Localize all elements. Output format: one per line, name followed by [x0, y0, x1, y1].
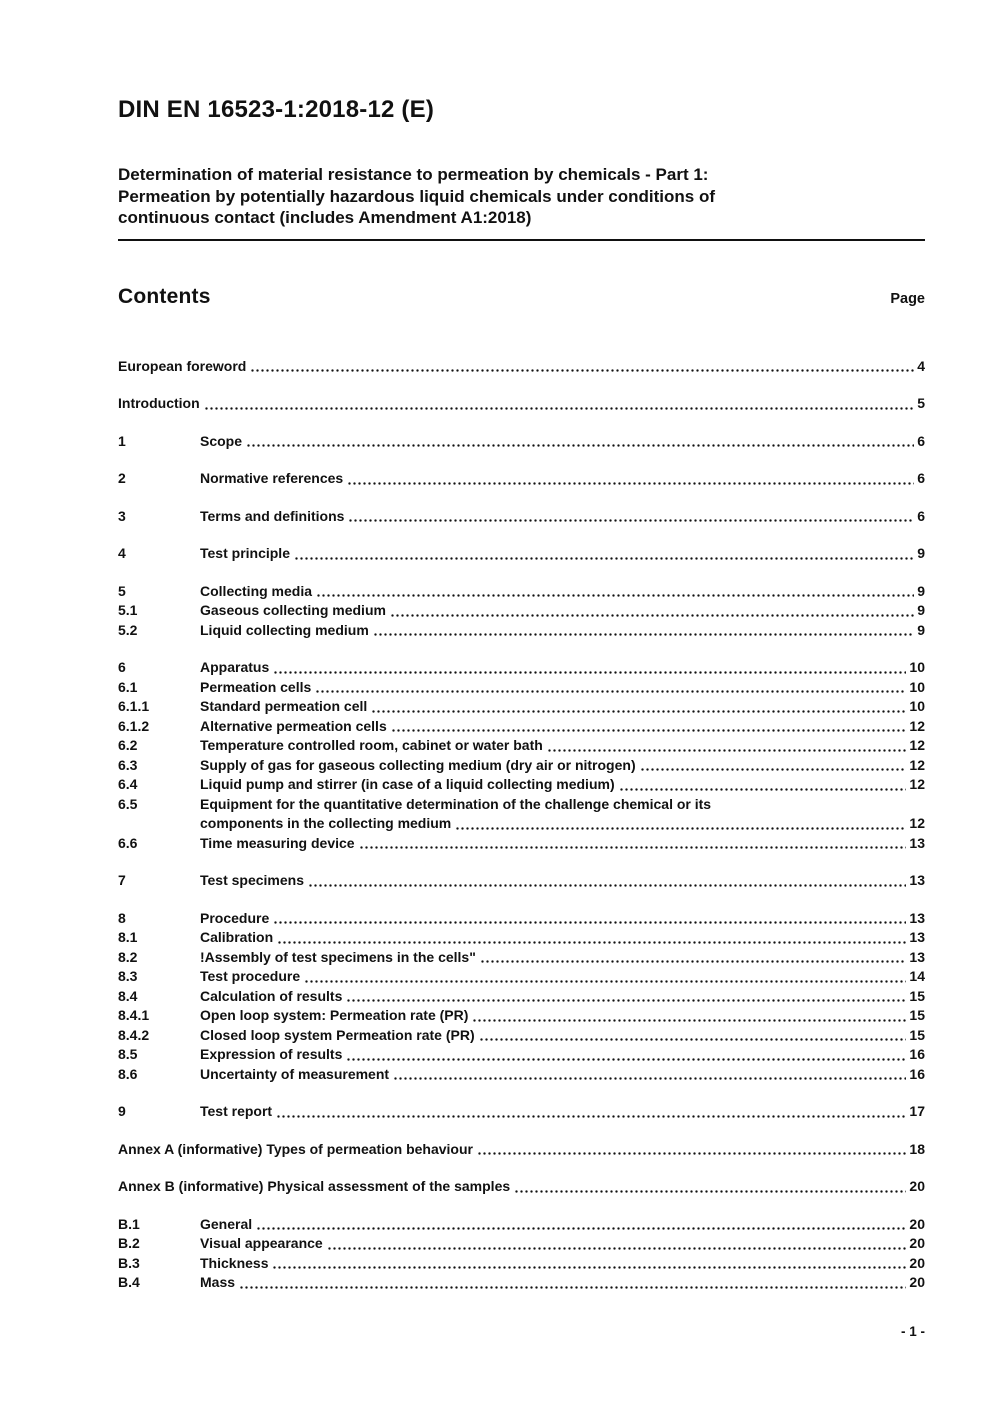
toc-leader-dots	[204, 406, 915, 411]
toc-entry-page: 12	[909, 756, 925, 773]
toc-entry-number: 4	[118, 545, 126, 561]
toc-entry	[118, 909, 925, 929]
toc-leader-dots	[371, 709, 906, 714]
toc-leader-dots	[480, 959, 907, 964]
toc-entry-number: 6.1	[118, 678, 138, 695]
toc-entry-page: 4	[917, 357, 925, 374]
toc-entry-title: General	[200, 1215, 253, 1232]
toc-leader-dots	[316, 593, 914, 598]
toc-entry	[118, 544, 925, 564]
toc-entry-page: 6	[917, 432, 925, 449]
toc-entry	[118, 1140, 925, 1160]
toc-entry-number: 6.5	[118, 795, 138, 812]
title-underline-divider	[118, 239, 925, 241]
toc-entry-page: 13	[909, 872, 925, 888]
toc-entry-number: 6.6	[118, 834, 138, 851]
toc-entry	[118, 1045, 925, 1065]
toc-entry	[118, 987, 925, 1007]
toc-entry-title: Annex A (informative) Types of permeation behaviour	[118, 1140, 473, 1157]
toc-entry-page: 15	[909, 1007, 925, 1023]
toc-entry-page: 18	[909, 1140, 925, 1157]
toc-entry-title: Visual appearance	[200, 1235, 323, 1251]
toc-entry	[118, 357, 925, 377]
toc-entry-title: Equipment for the quantitative determination of the challenge chemical or its	[200, 795, 712, 812]
toc-entry-title: Permeation cells	[200, 678, 312, 695]
toc-entry-title: Thickness	[200, 1254, 269, 1271]
toc-leader-dots	[346, 1057, 906, 1062]
toc-entry-title: Test procedure	[200, 968, 301, 984]
toc-leader-dots	[359, 845, 907, 850]
toc-entry-title: Mass	[200, 1274, 236, 1290]
toc-entry-number: 7	[118, 872, 126, 888]
toc-entry-title: Time measuring device	[200, 834, 355, 851]
toc-entry	[118, 1006, 925, 1026]
toc-entry	[118, 658, 925, 678]
toc-entry-number: 8.4.2	[118, 1026, 150, 1043]
toc-entry-title: Normative references	[200, 470, 344, 486]
toc-entry	[118, 582, 925, 602]
page-column-label: Page	[890, 290, 925, 307]
toc-entry	[118, 1065, 925, 1085]
toc-entry-number: 8.4	[118, 987, 138, 1004]
toc-leader-dots	[276, 1114, 906, 1119]
toc-leader-dots	[619, 787, 907, 792]
toc-entry-title: Gaseous collecting medium	[200, 602, 386, 618]
toc-entry-number: B.1	[118, 1215, 140, 1232]
toc-entry	[118, 871, 925, 891]
toc-entry-page: 20	[909, 1274, 925, 1290]
toc-leader-dots	[308, 883, 906, 888]
toc-entry	[118, 678, 925, 698]
toc-group	[118, 582, 925, 641]
toc-leader-dots	[273, 920, 906, 925]
toc-entry-page: 13	[909, 948, 925, 965]
toc-group	[118, 394, 925, 414]
toc-entry	[118, 432, 925, 452]
toc-entry-title: Collecting media	[200, 582, 313, 599]
toc-entry	[118, 814, 925, 834]
toc-leader-dots	[304, 979, 906, 984]
toc-entry-number: 8.6	[118, 1065, 138, 1082]
toc-entry	[118, 1177, 925, 1197]
toc-entry-title: Liquid collecting medium	[200, 621, 369, 638]
toc-group	[118, 1140, 925, 1160]
toc-entry-page: 17	[909, 1103, 925, 1119]
toc-entry	[118, 795, 925, 815]
toc-entry	[118, 736, 925, 756]
toc-leader-dots	[294, 556, 914, 561]
toc-entry-title: Test report	[200, 1103, 273, 1119]
toc-entry-page: 9	[917, 621, 925, 638]
toc-entry-title: Standard permeation cell	[200, 698, 368, 714]
toc-entry-number: 9	[118, 1103, 126, 1119]
toc-leader-dots	[472, 1018, 906, 1023]
toc-leader-dots	[315, 689, 906, 694]
document-title-line: Permeation by potentially hazardous liquid chemicals under conditions of	[118, 186, 715, 206]
toc-entry-number: 6.1.2	[118, 717, 150, 734]
toc-entry	[118, 1234, 925, 1254]
toc-entry-title: Uncertainty of measurement	[200, 1065, 390, 1082]
toc-leader-dots	[256, 1226, 906, 1231]
toc-entry	[118, 775, 925, 795]
contents-header-row	[118, 285, 925, 309]
toc-entry-number: 8.5	[118, 1046, 138, 1062]
toc-entry-page: 20	[909, 1235, 925, 1251]
toc-entry-page: 10	[909, 678, 925, 695]
toc-entry	[118, 601, 925, 621]
toc-entry	[118, 1026, 925, 1046]
toc-entry-page: 12	[909, 776, 925, 792]
toc-entry-title: Liquid pump and stirrer (in case of a liquid collecting medium)	[200, 776, 615, 792]
toc-leader-dots	[455, 826, 906, 831]
toc-entry-page: 16	[909, 1046, 925, 1062]
toc-group	[118, 544, 925, 564]
toc-leader-dots	[246, 443, 914, 448]
toc-group	[118, 432, 925, 452]
toc-leader-dots	[346, 998, 906, 1003]
toc-entry-number: 2	[118, 470, 126, 486]
toc-entry-page: 10	[909, 659, 925, 675]
toc-entry-page: 6	[917, 470, 925, 486]
toc-entry	[118, 469, 925, 489]
toc-entry	[118, 621, 925, 641]
toc-leader-dots	[477, 1151, 906, 1156]
toc-entry-page: 9	[917, 602, 925, 618]
toc-entry	[118, 948, 925, 968]
toc-entry-title: Calculation of results	[200, 987, 343, 1004]
toc-entry-number: 8.1	[118, 929, 138, 945]
toc-entry-page: 9	[917, 582, 925, 599]
toc-entry-title: Alternative permeation cells	[200, 717, 387, 734]
toc-entry-title: Supply of gas for gaseous collecting medium (dry air or nitrogen)	[200, 756, 636, 773]
document-title-line: Determination of material resistance to permeation by chemicals - Part 1:	[118, 165, 709, 184]
toc-group	[118, 871, 925, 891]
toc-entry-number: 6.3	[118, 756, 138, 773]
toc-entry	[118, 1273, 925, 1293]
toc-entry-number: B.2	[118, 1235, 140, 1251]
toc-entry	[118, 507, 925, 527]
toc-entry	[118, 717, 925, 737]
toc-entry-number: 5	[118, 582, 126, 599]
toc-entry-page: 6	[917, 507, 925, 524]
toc-entry-page: 20	[909, 1254, 925, 1271]
toc-entry	[118, 967, 925, 987]
toc-entry-title: Test specimens	[200, 872, 305, 888]
toc-leader-dots	[547, 748, 907, 753]
toc-entry	[118, 697, 925, 717]
toc-entry	[118, 928, 925, 948]
toc-entry-title: Scope	[200, 432, 243, 449]
toc-entry-number: 6	[118, 659, 126, 675]
toc-entry-page: 13	[909, 909, 925, 926]
toc-entry-title: European foreword	[118, 357, 247, 374]
toc-leader-dots	[327, 1246, 907, 1251]
toc-entry-number: 5.1	[118, 602, 138, 618]
toc-entry-page: 12	[909, 717, 925, 734]
toc-entry-number: 8.2	[118, 948, 138, 965]
toc-entry-title: Procedure	[200, 909, 270, 926]
document-id: DIN EN 16523-1:2018-12 (E)	[118, 96, 435, 123]
toc-entry-number: 8.4.1	[118, 1007, 150, 1023]
document-title	[118, 164, 925, 229]
toc-entry-title: components in the collecting medium	[200, 815, 452, 831]
toc-leader-dots	[250, 368, 914, 373]
toc-leader-dots	[347, 481, 914, 486]
toc-leader-dots	[277, 940, 906, 945]
toc-entry	[118, 1215, 925, 1235]
document-title-line: continuous contact (includes Amendment A1:2018)	[118, 208, 532, 227]
toc-leader-dots	[514, 1189, 906, 1194]
toc-leader-dots	[272, 1265, 906, 1270]
toc-entry-title: Annex B (informative) Physical assessment of the samples	[118, 1178, 511, 1194]
toc-entry-page: 15	[909, 987, 925, 1004]
toc-entry-number: B.3	[118, 1254, 140, 1271]
toc-entry-title: Temperature controlled room, cabinet or water bath	[200, 737, 543, 753]
toc-entry-number: 6.2	[118, 737, 138, 753]
toc-group	[118, 507, 925, 527]
toc-entry-page: 15	[909, 1026, 925, 1043]
toc-leader-dots	[391, 728, 907, 733]
toc-group	[118, 1177, 925, 1197]
toc-leader-dots	[479, 1037, 907, 1042]
footer-page-number: - 1 -	[900, 1324, 925, 1339]
toc-entry-title: Terms and definitions	[200, 507, 345, 524]
toc-leader-dots	[393, 1076, 906, 1081]
toc-entry	[118, 1254, 925, 1274]
toc-entry-title: Expression of results	[200, 1046, 343, 1062]
toc-entry	[118, 1102, 925, 1122]
toc-leader-dots	[348, 518, 914, 523]
toc-entry-number: 5.2	[118, 621, 138, 638]
toc-entry-title: Open loop system: Permeation rate (PR)	[200, 1007, 469, 1023]
toc-entry-number: 6.1.1	[118, 698, 150, 714]
toc-entry-title: Test principle	[200, 545, 290, 561]
toc-entry	[118, 394, 925, 414]
toc-leader-dots	[390, 613, 914, 618]
toc-entry-number: 1	[118, 432, 126, 449]
toc-entry-title: Closed loop system Permeation rate (PR)	[200, 1026, 475, 1043]
toc-entry-number: 8	[118, 909, 126, 926]
toc-entry-number: 3	[118, 507, 126, 524]
toc-entry-page: 5	[917, 395, 925, 411]
contents-heading: Contents	[118, 284, 211, 308]
toc-group	[118, 357, 925, 377]
toc-entry	[118, 834, 925, 854]
toc-group	[118, 909, 925, 1085]
toc-entry-page: 13	[909, 929, 925, 945]
toc-entry-page: 14	[909, 968, 925, 984]
toc-entry-page: 16	[909, 1065, 925, 1082]
toc-entry	[118, 756, 925, 776]
toc-group	[118, 1102, 925, 1122]
toc-leader-dots	[373, 632, 914, 637]
toc-entry-number: 6.4	[118, 776, 138, 792]
toc-entry-title: Apparatus	[200, 659, 270, 675]
toc-leader-dots	[640, 767, 907, 772]
toc-entry-page: 20	[909, 1215, 925, 1232]
toc-leader-dots	[273, 670, 906, 675]
toc-entry-page: 20	[909, 1178, 925, 1194]
toc-entry-page: 12	[909, 737, 925, 753]
toc-entry-page: 13	[909, 834, 925, 851]
toc-entry-number: B.4	[118, 1274, 140, 1290]
toc-entry-title: Introduction	[118, 395, 200, 411]
toc-group	[118, 1215, 925, 1293]
toc-leader-dots	[239, 1285, 906, 1290]
table-of-contents	[118, 357, 925, 1293]
toc-entry-title: Calibration	[200, 929, 274, 945]
toc-entry-title: !Assembly of test specimens in the cells"	[200, 948, 476, 965]
toc-entry-number: 8.3	[118, 968, 138, 984]
toc-entry-page: 10	[909, 698, 925, 714]
toc-group	[118, 469, 925, 489]
toc-entry-page: 9	[917, 545, 925, 561]
toc-group	[118, 658, 925, 853]
toc-entry-page: 12	[909, 815, 925, 831]
